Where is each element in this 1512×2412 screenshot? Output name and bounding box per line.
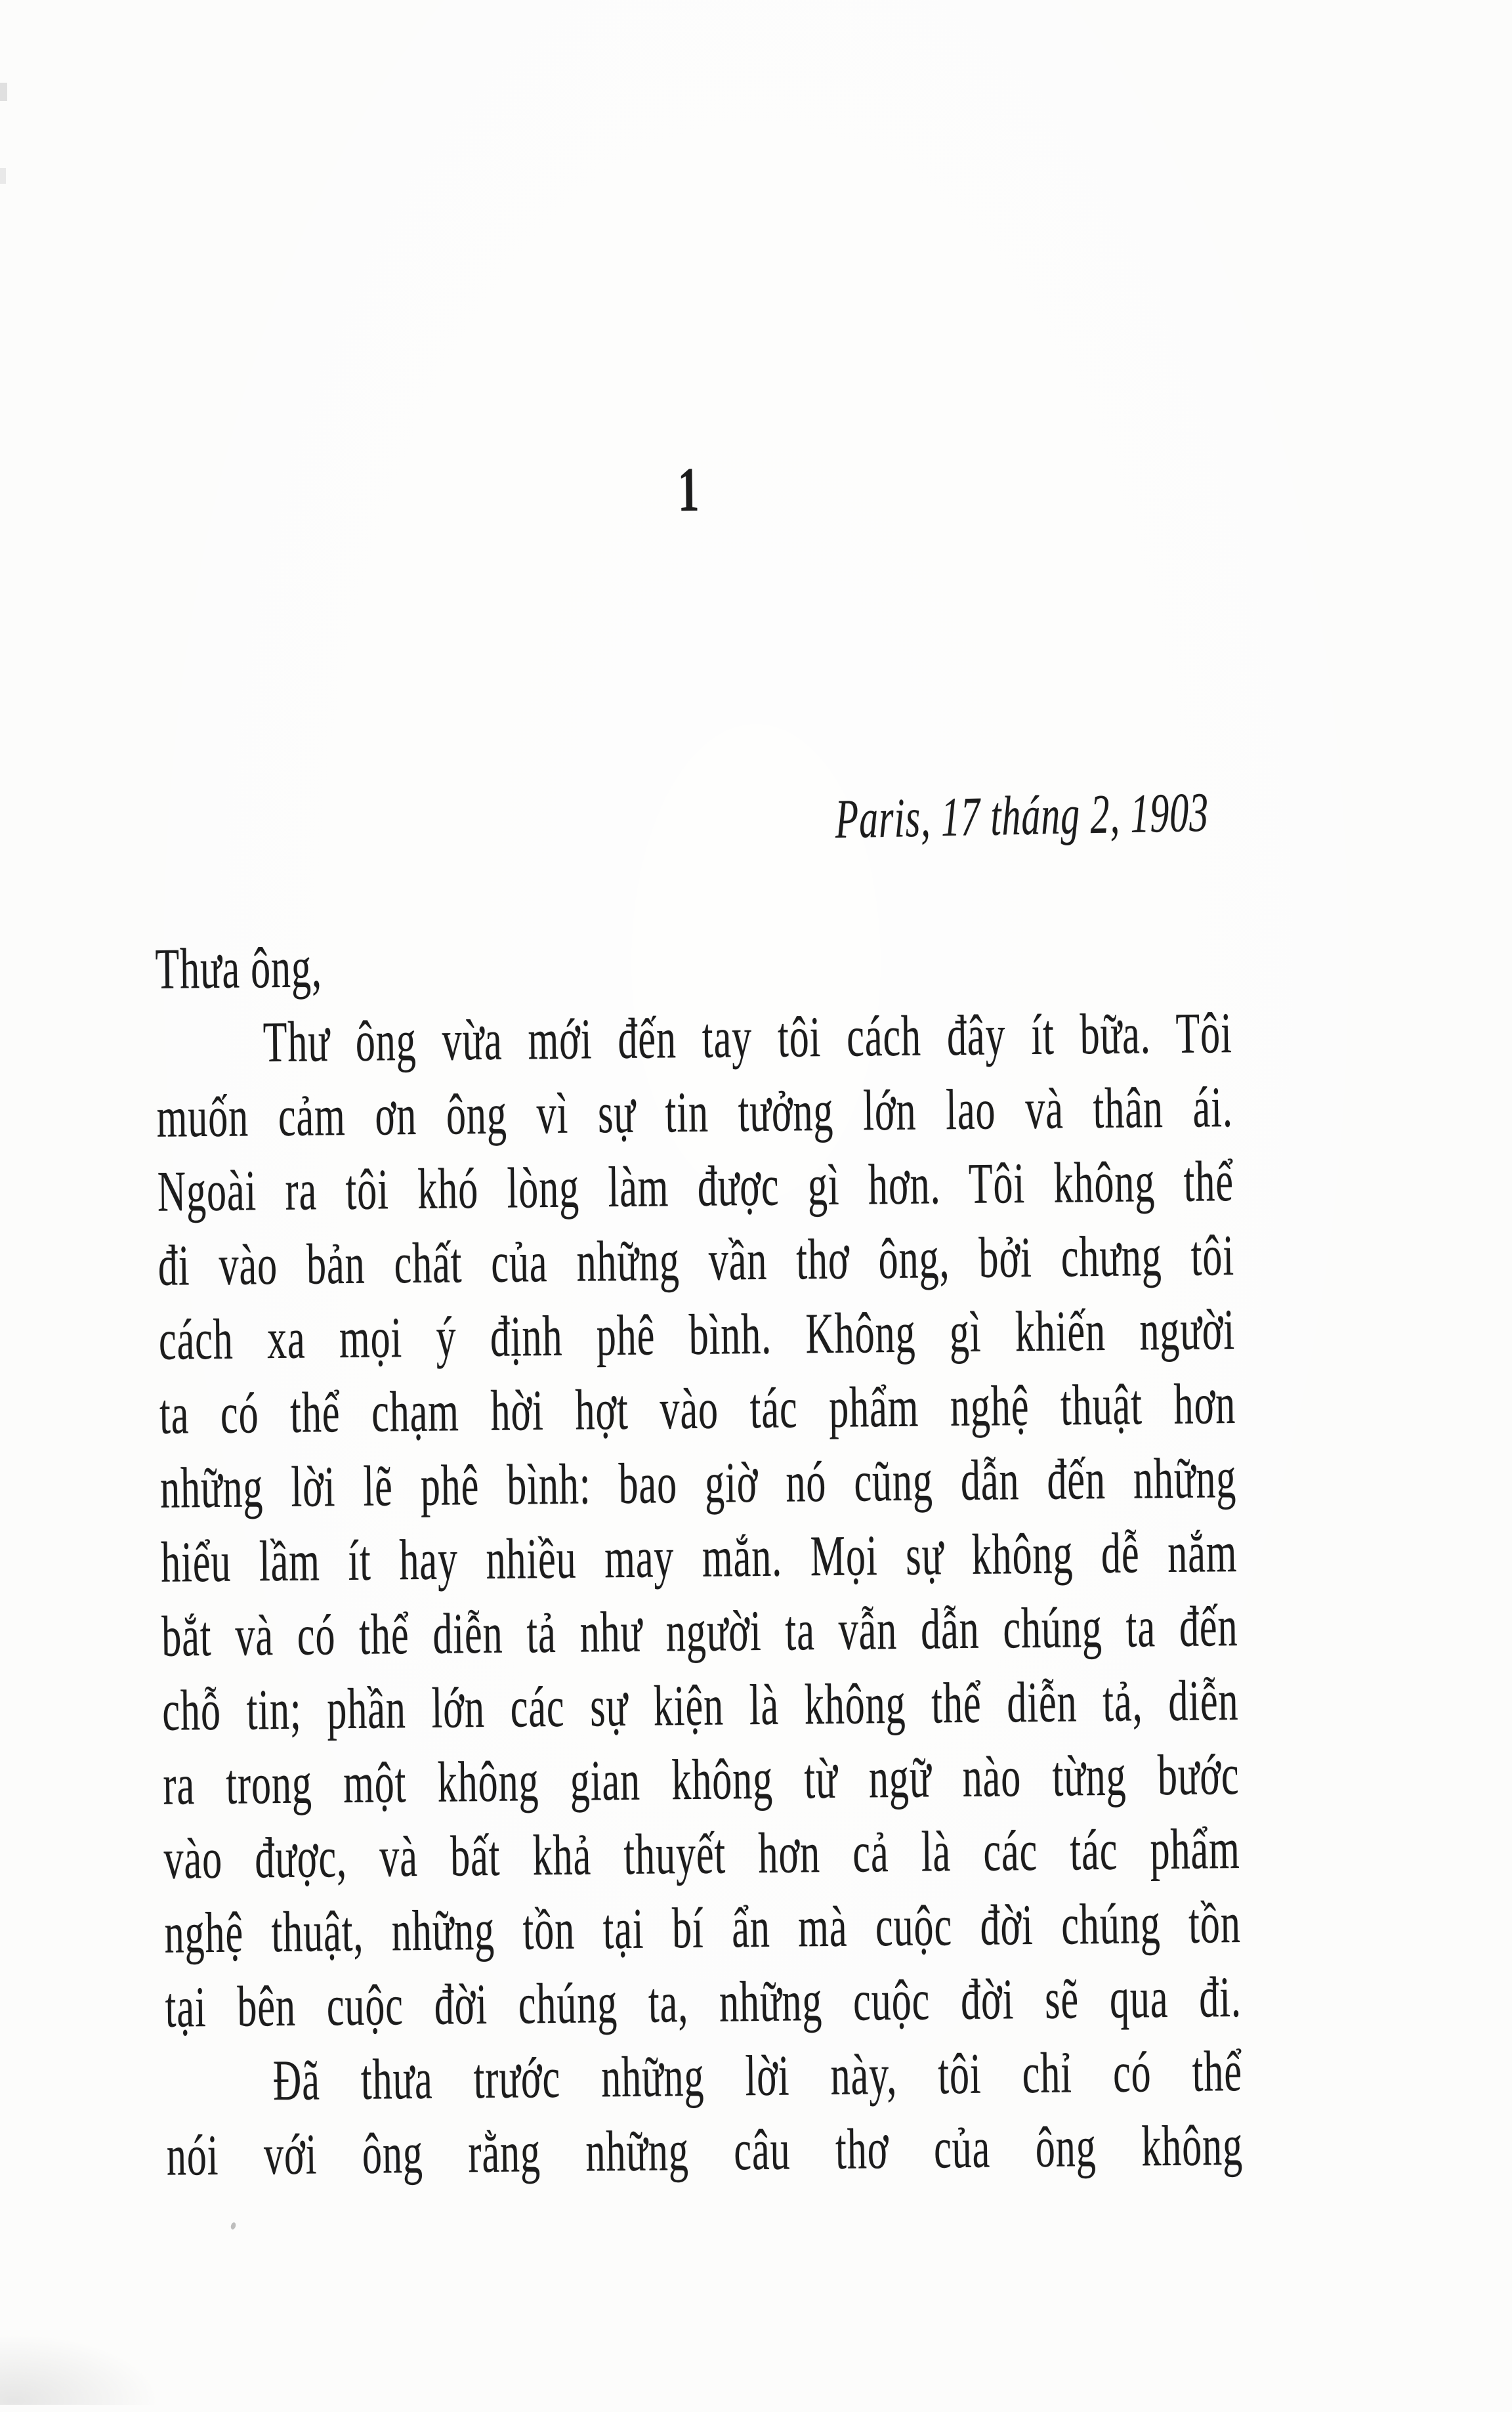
text-line: Ngoài ra tôi khó lòng làm được gì hơn. Tôi không thể [157,1150,1234,1224]
text-line: đi vào bản chất của những vần thơ ông, bởi chưng tôi [158,1224,1235,1298]
text-line: ra trong một không gian không từ ngữ nào từng bước [163,1743,1240,1817]
dateline [154,778,1230,860]
chapter-number: 1 [677,454,700,525]
text-line: vào được, và bất khả thuyết hơn cả là các tác phẩm [163,1817,1241,1892]
scan-artifact-left-edge-top [0,83,7,101]
text-column [146,0,1245,2411]
text-line: chỗ tin; phần lớn các sự kiện là không thể diễn tả, diễn [161,1668,1239,1743]
text-line: muốn cảm ơn ông vì sự tin tưởng lớn lao và thân ái. [156,1076,1234,1150]
text-line: nói với ông rằng những câu thơ của ông không [166,2113,1244,2188]
text-line: cách xa mọi ý định phê bình. Không gì khiến người [158,1298,1236,1372]
scan-artifact-left-edge-mid [0,168,6,184]
dateline-text: Paris, 17 tháng 2, 1903 [834,781,1209,851]
text-line: bắt và có thể diễn tả như người ta vẫn dẫn chúng ta đến [161,1594,1238,1669]
text-line: những lời lẽ phê bình: bao giờ nó cũng dẫn đến những [159,1446,1237,1521]
salutation-line: Thưa ông, [155,936,323,1002]
text-line: tại bên cuộc đời chúng ta, những cuộc đời sẽ qua đi. [165,1965,1242,2040]
scan-artifact-corner-smudge [0,2329,171,2405]
letter-body [155,922,1244,2193]
text-line: hiểu lầm ít hay nhiều may mắn. Mọi sự không dễ nắm [160,1520,1238,1595]
text-line: Đã thưa trước những lời này, tôi chỉ có thể [272,2039,1243,2113]
text-line: ta có thể chạm hời hợt vào tác phẩm nghệ thuật hơn [159,1372,1236,1447]
text-line: nghệ thuật, những tồn tại bí ẩn mà cuộc đời chúng tồn [164,1891,1242,1966]
text-line: Thư ông vừa mới đến tay tôi cách đây ít bữa. Tôi [262,1002,1233,1075]
